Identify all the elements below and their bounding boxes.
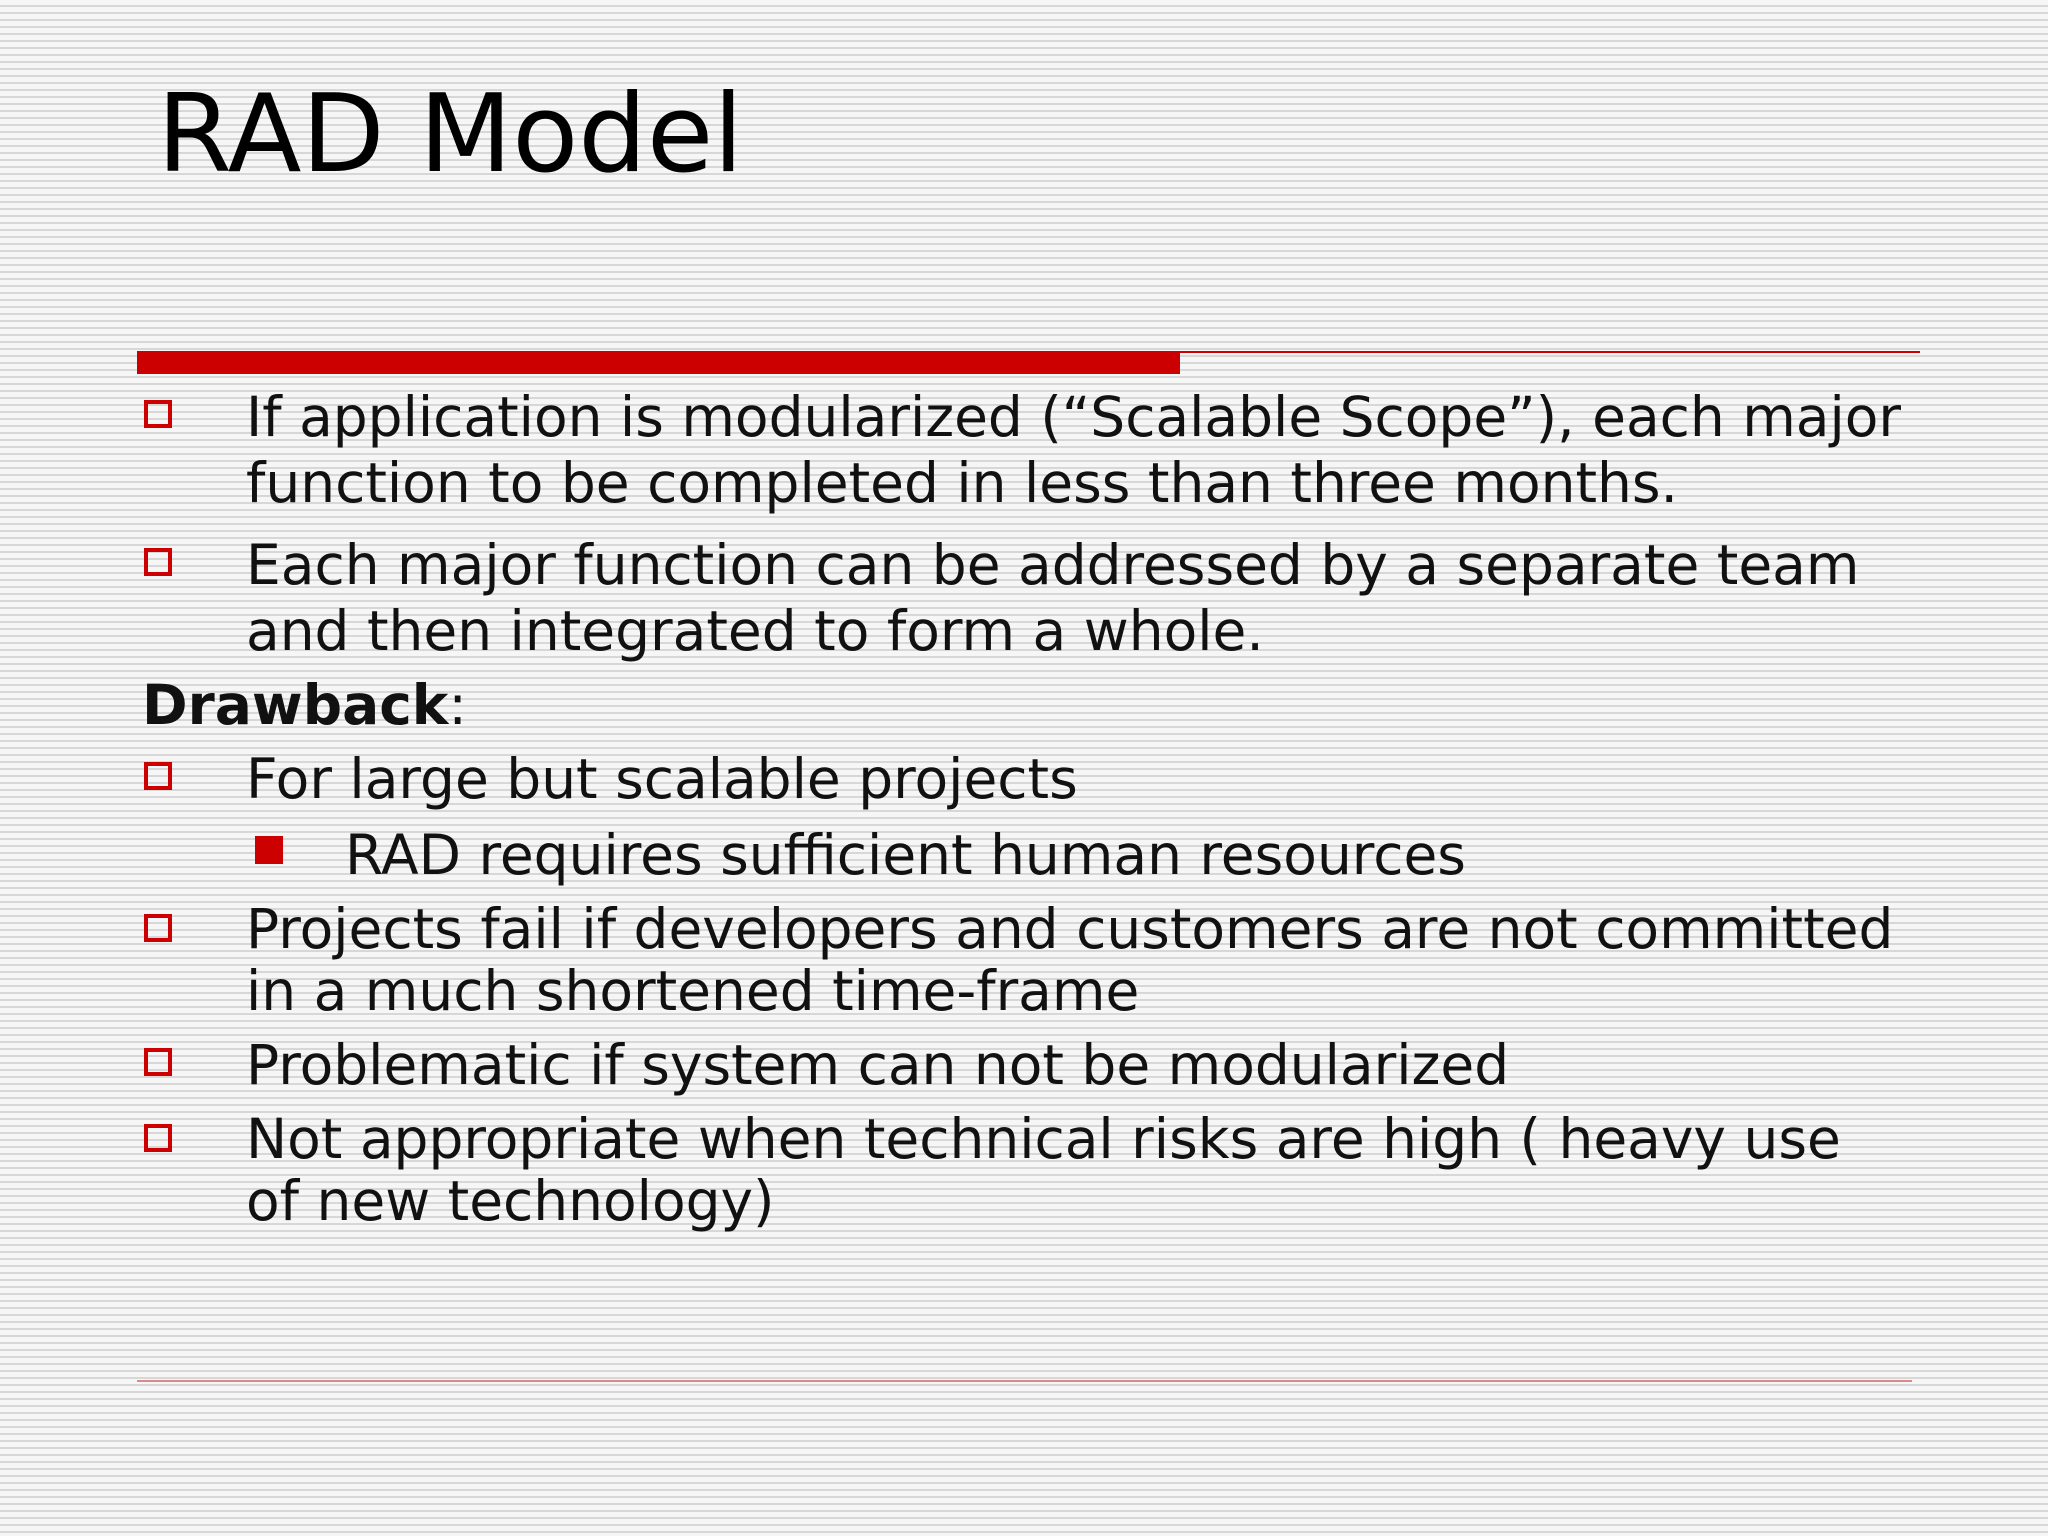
bullet-item <box>142 1032 1902 1098</box>
hollow-square-bullet-icon <box>144 914 172 942</box>
sub-bullet-item <box>142 822 1902 888</box>
bullet-text: For large but scalable projects <box>246 747 1078 811</box>
title-underline-thin <box>1180 351 1920 353</box>
drawback-heading-colon: : <box>448 673 467 737</box>
slide-title: RAD Model <box>157 72 744 197</box>
bullet-item <box>142 1108 1902 1232</box>
bullet-text: Problematic if system can not be modularized <box>246 1033 1510 1097</box>
solid-square-bullet-icon <box>255 836 283 864</box>
slide-body <box>142 384 1902 1232</box>
drawback-heading <box>142 672 1902 738</box>
sub-bullet-text: RAD requires sufficient human resources <box>345 823 1466 887</box>
hollow-square-bullet-icon <box>144 400 172 428</box>
footer-divider <box>137 1380 1912 1382</box>
hollow-square-bullet-icon <box>144 548 172 576</box>
hollow-square-bullet-icon <box>144 1124 172 1152</box>
bullet-item <box>142 532 1902 664</box>
bullet-text: Not appropriate when technical risks are high ( heavy use of new technology) <box>246 1107 1841 1233</box>
bullet-text: Projects fail if developers and customers are not committed in a much shortened time-frame <box>246 897 1894 1023</box>
bullet-item <box>142 898 1902 1022</box>
hollow-square-bullet-icon <box>144 1048 172 1076</box>
bullet-text: If application is modularized (“Scalable Scope”), each major function to be completed in less than three months. <box>246 385 1902 515</box>
bullet-text: Each major function can be addressed by a separate team and then integrated to form a whole. <box>246 533 1860 663</box>
bullet-item <box>142 746 1902 812</box>
hollow-square-bullet-icon <box>144 762 172 790</box>
drawback-heading-bold: Drawback <box>142 673 449 737</box>
bullet-item <box>142 384 1902 516</box>
title-underline-thick <box>137 351 1180 374</box>
